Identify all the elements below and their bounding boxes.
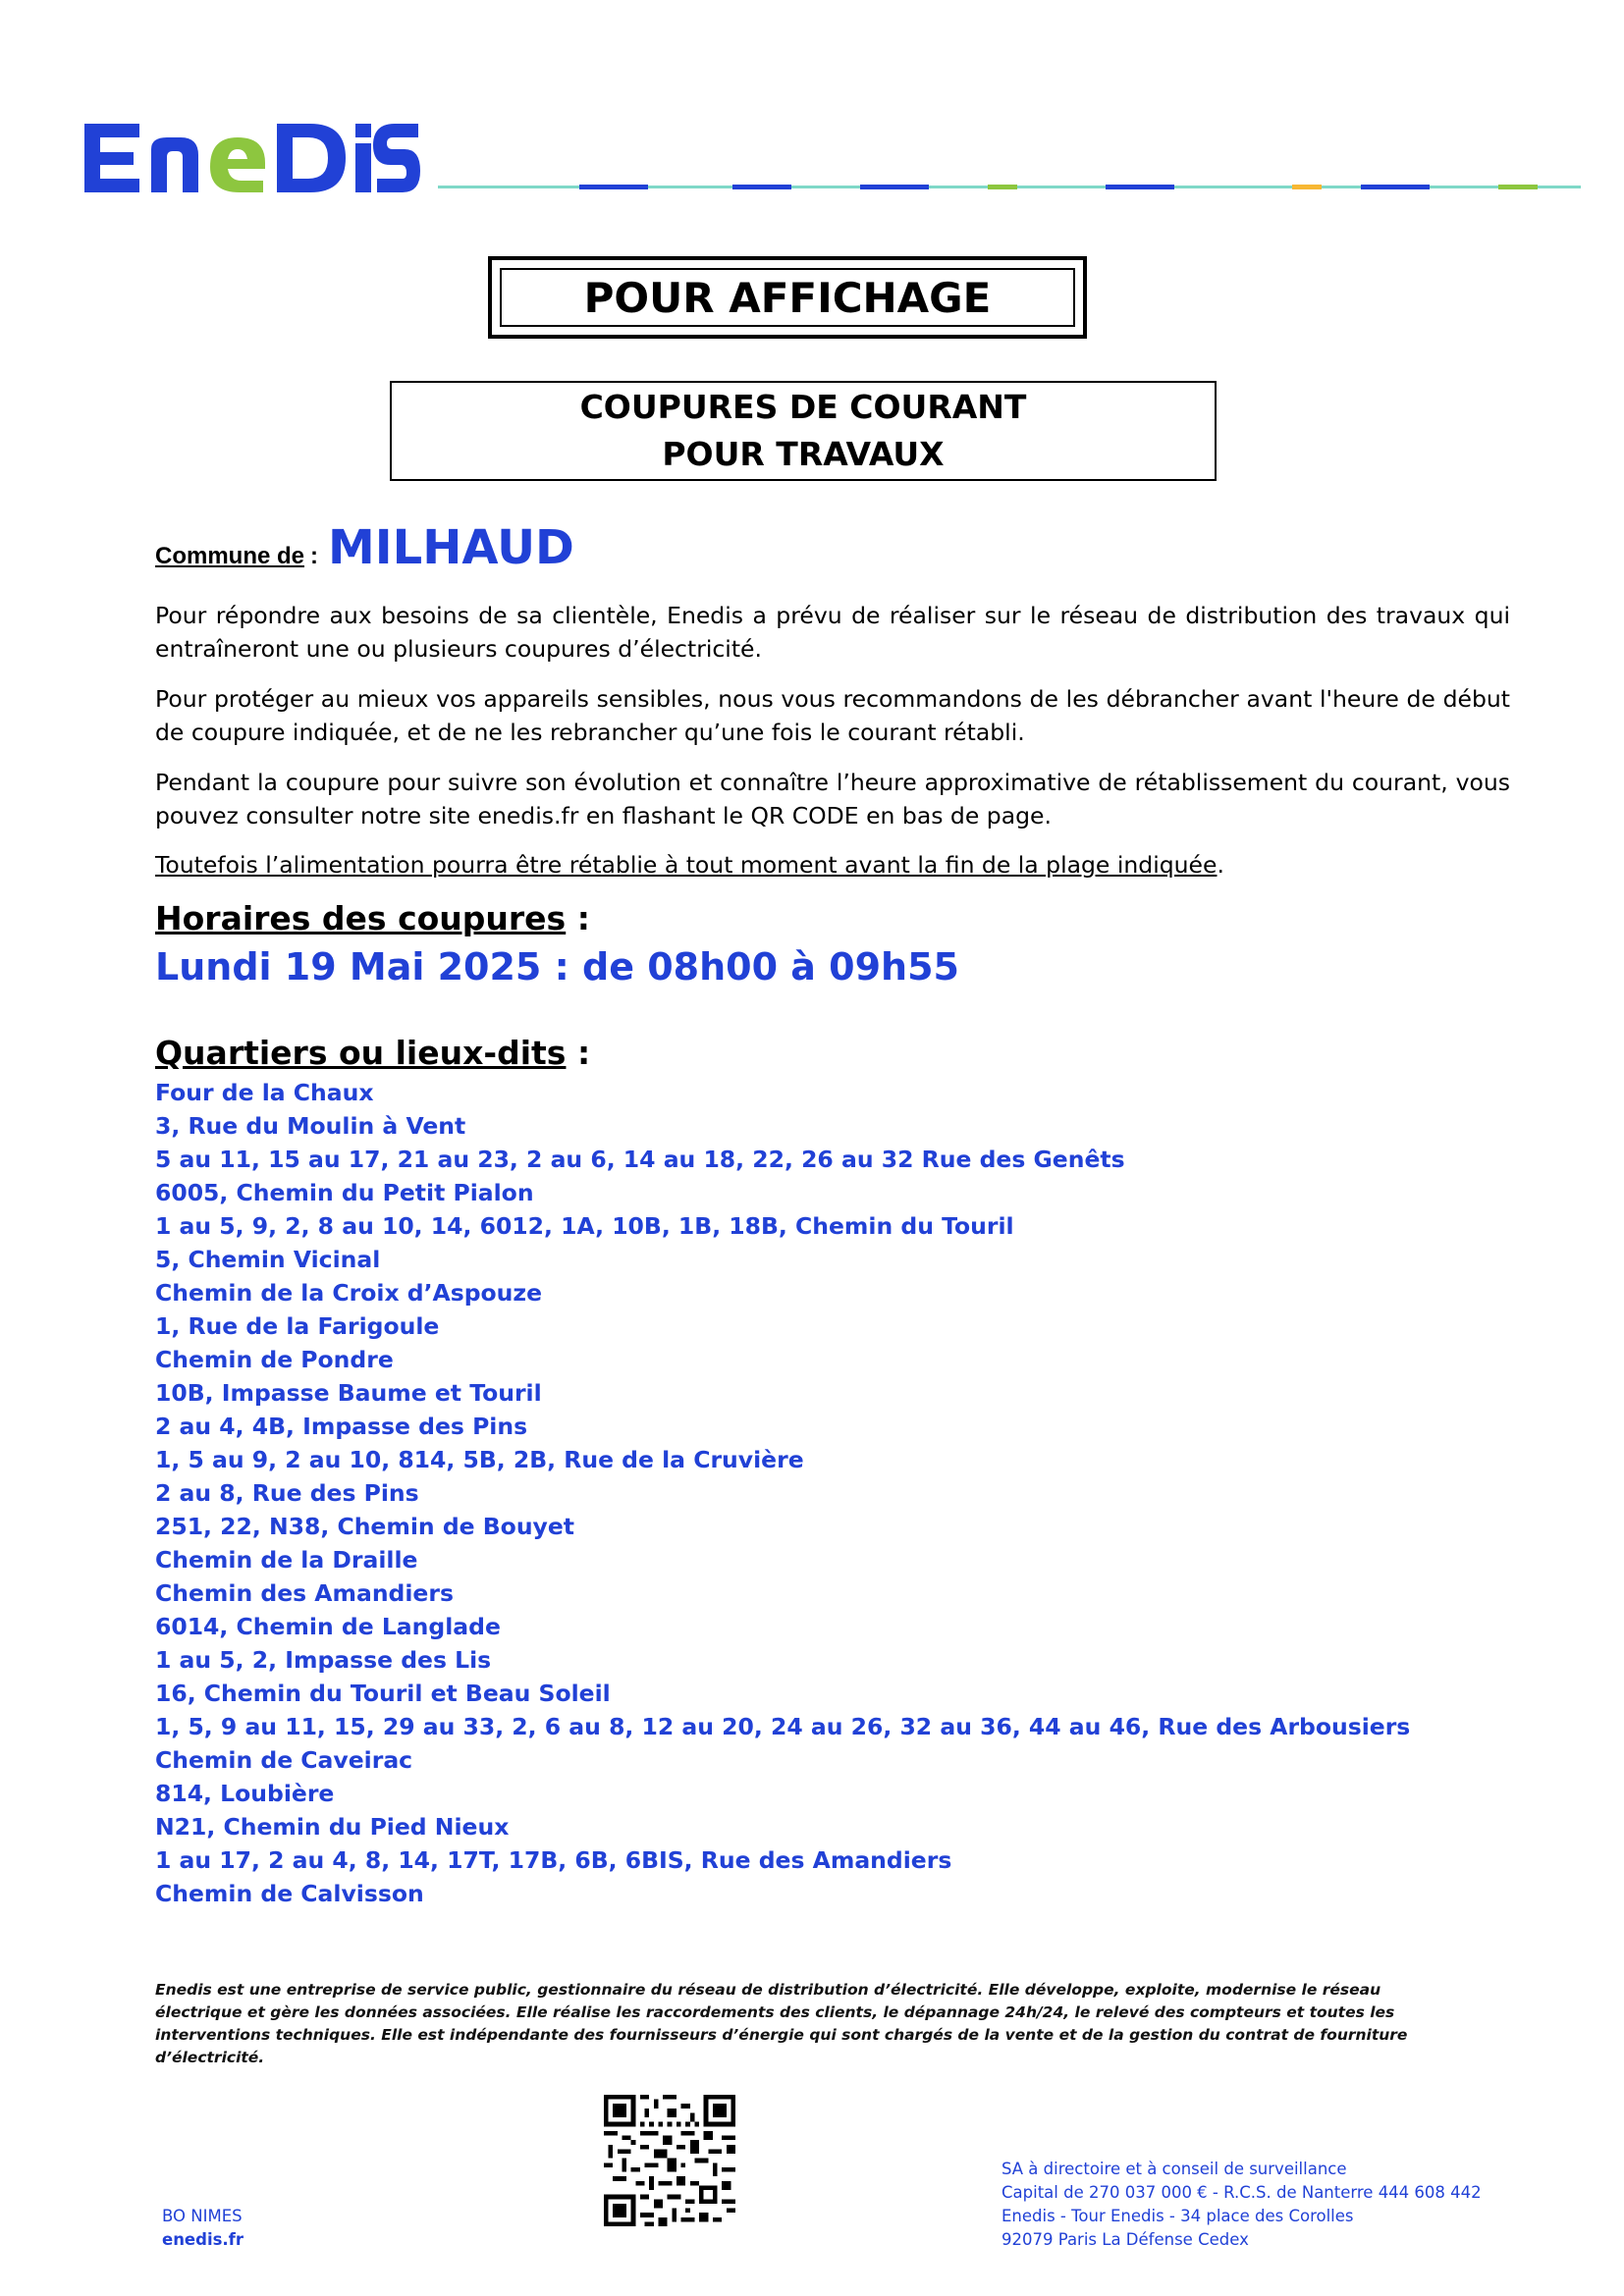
list-item: 1, Rue de la Farigoule: [155, 1312, 440, 1340]
schedule-title: [155, 899, 590, 937]
list-item: 251, 22, N38, Chemin de Bouyet: [155, 1513, 575, 1540]
logo-text: ENEDIS: [79, 116, 82, 117]
list-item: 10B, Impasse Baume et Touril: [155, 1379, 542, 1407]
list-item: 2 au 4, 4B, Impasse des Pins: [155, 1413, 528, 1440]
footer-left: [162, 2205, 244, 2252]
list-item: 2 au 8, Rue des Pins: [155, 1479, 419, 1507]
places-title-text: Quartiers ou lieux-dits: [155, 1034, 567, 1072]
list-item: 1 au 17, 2 au 4, 8, 14, 17T, 17B, 6B, 6BIS, Rue des Amandiers: [155, 1846, 952, 1874]
list-item: Chemin de la Draille: [155, 1546, 418, 1574]
list-item: Chemin de la Croix d’Aspouze: [155, 1279, 543, 1307]
list-item: Chemin de Pondre: [155, 1346, 394, 1373]
company-disclaimer: Enedis est une entreprise de service public, gestionnaire du réseau de distribution d’électricité. Elle développe, exploite, modernise le réseau électrique et gère les données associées. Elle réalise les raccordements des clients, le dépannage 24h/24, le relevé des compteurs et toutes les interventions techniques. Elle est indépendante des fournisseurs d’énergie qui sont chargés de la vente et de la gestion du contrat de fourniture d’électricité.: [155, 1981, 1408, 2066]
list-item: 1 au 5, 2, Impasse des Lis: [155, 1646, 492, 1674]
list-item: Chemin de Calvisson: [155, 1880, 424, 1907]
commune-heading: [155, 520, 574, 579]
header-decorative-rule: [438, 185, 1581, 190]
places-title: [155, 1034, 590, 1072]
places-title-colon: :: [566, 1034, 591, 1072]
commune-label: Commune de: [155, 543, 305, 569]
footer-legal-line1: SA à directoire et à conseil de surveillance: [1001, 2160, 1347, 2178]
list-item: 3, Rue du Moulin à Vent: [155, 1112, 466, 1140]
restore-note: [155, 848, 1510, 881]
qr-code-icon[interactable]: [604, 2095, 735, 2226]
restore-note-end: .: [1217, 851, 1224, 879]
footer-website-link[interactable]: enedis.fr: [162, 2230, 244, 2249]
display-notice-label: POUR AFFICHAGE: [500, 268, 1075, 327]
list-item: 5 au 11, 15 au 17, 21 au 23, 2 au 6, 14 au 18, 22, 26 au 32 Rue des Genêts: [155, 1146, 1125, 1173]
list-item: N21, Chemin du Pied Nieux: [155, 1813, 510, 1841]
list-item: 1, 5 au 9, 2 au 10, 814, 5B, 2B, Rue de la Cruvière: [155, 1446, 804, 1473]
footer-legal-line2: Capital de 270 037 000 € - R.C.S. de Nanterre 444 608 442: [1001, 2183, 1482, 2202]
footer-legal: [1001, 2158, 1482, 2252]
advice-paragraph: Pour protéger au mieux vos appareils sensibles, nous vous recommandons de les débrancher avant l'heure de début de coupure indiquée, et de ne les rebrancher qu’une fois le courant rétabli.: [155, 685, 1510, 746]
enedis-logo: [79, 116, 422, 200]
list-item: 16, Chemin du Touril et Beau Soleil: [155, 1680, 611, 1707]
schedule-title-text: Horaires des coupures: [155, 899, 567, 937]
list-item: 5, Chemin Vicinal: [155, 1246, 381, 1273]
list-item: Four de la Chaux: [155, 1079, 374, 1106]
footer-office: BO NIMES: [162, 2207, 243, 2225]
list-item: 1, 5, 9 au 11, 15, 29 au 33, 2, 6 au 8, 12 au 20, 24 au 26, 32 au 36, 44 au 46, Rue des Arbousiers: [155, 1713, 1411, 1740]
list-item: Chemin des Amandiers: [155, 1579, 454, 1607]
list-item: 6005, Chemin du Petit Pialon: [155, 1179, 534, 1206]
intro-paragraph: Pour répondre aux besoins de sa clientèle, Enedis a prévu de réaliser sur le réseau de distribution des travaux qui entraîneront une ou plusieurs coupures d’électricité.: [155, 602, 1510, 663]
list-item: 1 au 5, 9, 2, 8 au 10, 14, 6012, 1A, 10B, 1B, 18B, Chemin du Touril: [155, 1212, 1014, 1240]
list-item: Chemin de Caveirac: [155, 1746, 413, 1774]
subtitle-box: [390, 381, 1217, 481]
subtitle-line1: COUPURES DE COURANT: [579, 388, 1027, 426]
commune-colon: :: [310, 543, 319, 569]
list-item: 814, Loubière: [155, 1780, 335, 1807]
footer-legal-line4: 92079 Paris La Défense Cedex: [1001, 2230, 1249, 2249]
restore-note-text: Toutefois l’alimentation pourra être rétablie à tout moment avant la fin de la plage indiquée: [155, 851, 1218, 879]
qr-info-paragraph: Pendant la coupure pour suivre son évolution et connaître l’heure approximative de rétablissement du courant, vous pouvez consulter notre site enedis.fr en flashant le QR CODE en bas de page.: [155, 769, 1510, 829]
commune-name: MILHAUD: [328, 520, 574, 575]
schedule-title-colon: :: [566, 899, 590, 937]
schedule-date: Lundi 19 Mai 2025 : de 08h00 à 09h55: [155, 945, 959, 988]
display-notice-box: [488, 256, 1087, 339]
list-item: 6014, Chemin de Langlade: [155, 1613, 501, 1640]
places-list: [155, 1076, 1410, 1910]
subtitle-line2: POUR TRAVAUX: [662, 435, 945, 473]
footer-legal-line3: Enedis - Tour Enedis - 34 place des Corolles: [1001, 2207, 1354, 2225]
